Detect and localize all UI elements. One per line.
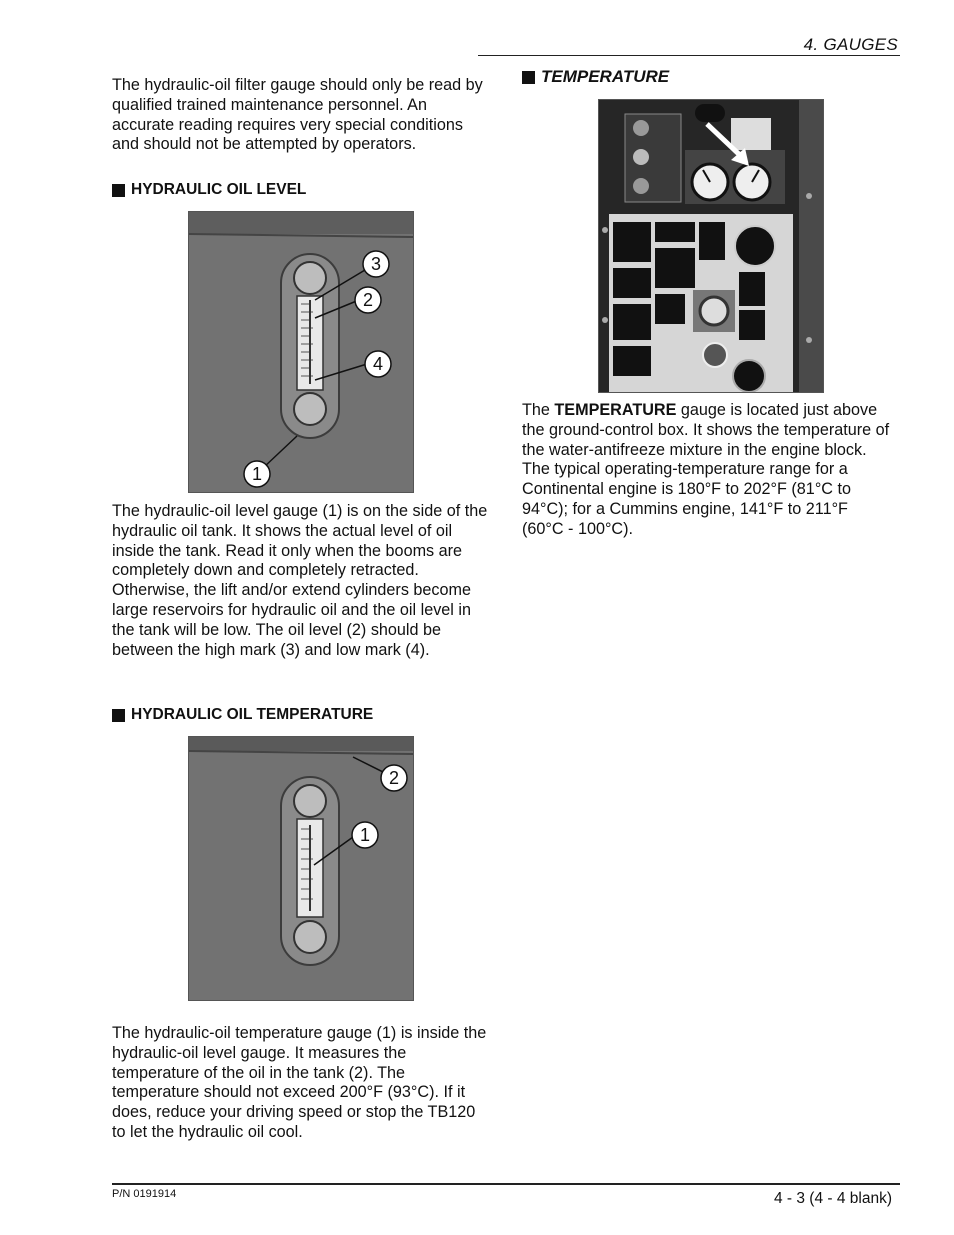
bullet-square-icon: [112, 184, 125, 197]
bullet-square-icon: [112, 709, 125, 722]
temperature-paragraph: [522, 401, 892, 540]
temperature-paragraph-bold: TEMPERATURE: [554, 401, 677, 419]
oil-level-heading-text: HYDRAULIC OIL LEVEL: [131, 181, 307, 198]
part-number: P/N 0191914: [112, 1188, 177, 1200]
bullet-square-icon: [522, 71, 535, 84]
oil-temperature-gauge-photo: [188, 736, 414, 1001]
footer-rule: [112, 1183, 900, 1185]
temperature-paragraph-rest: gauge is located just above the ground-control box. It shows the temperature of the water-antifreeze mixture in the engine block. The typical operating-temperature range for a Continental engine is 180°F to 202°F (81°C to 94°C); for a Cummins engine, 141°F to 211°F (60°C - 100°C).: [522, 401, 890, 538]
section-title: 4. GAUGES: [803, 35, 898, 54]
oil-temperature-heading-text: HYDRAULIC OIL TEMPERATURE: [131, 706, 374, 723]
oil-temperature-heading: [112, 706, 373, 724]
control-panel-photo: [598, 99, 824, 393]
header-rule: [478, 55, 900, 56]
oil-level-heading: [112, 181, 306, 199]
oil-level-paragraph: The hydraulic-oil level gauge (1) is on the side of the hydraulic oil tank. It shows the actual level of oil inside the tank. Read it only when the booms are completely down and completely retracted. Otherwise, the lift and/or extend cylinders become large reservoirs for hydraulic oil and the oil level in the tank will be low. The oil level (2) should be between the high mark (3) and low mark (4).: [112, 502, 488, 659]
oil-level-gauge-photo: [188, 211, 414, 493]
callout-1: 1: [251, 464, 263, 484]
intro-paragraph: The hydraulic-oil filter gauge should only be read by qualified trained maintenance personnel. An accurate reading requires very special conditions and should not be attempted by operators.: [112, 76, 483, 154]
callout-2: 2: [388, 768, 400, 788]
temperature-heading-text: TEMPERATURE: [541, 67, 670, 86]
page-number: 4 - 3 (4 - 4 blank): [773, 1190, 892, 1207]
callout-1: 1: [359, 825, 371, 845]
temperature-heading: [522, 67, 669, 87]
callout-4: 4: [372, 354, 384, 374]
temperature-paragraph-prefix: The: [522, 401, 555, 419]
callout-2: 2: [362, 290, 374, 310]
callout-3: 3: [370, 254, 382, 274]
oil-temperature-paragraph: The hydraulic-oil temperature gauge (1) is inside the hydraulic-oil level gauge. It measures the temperature of the oil in the tank (2). The temperature should not exceed 200°F (93°C). If it does, reduce your driving speed or stop the TB120 to let the hydraulic oil cool.: [112, 1024, 487, 1141]
